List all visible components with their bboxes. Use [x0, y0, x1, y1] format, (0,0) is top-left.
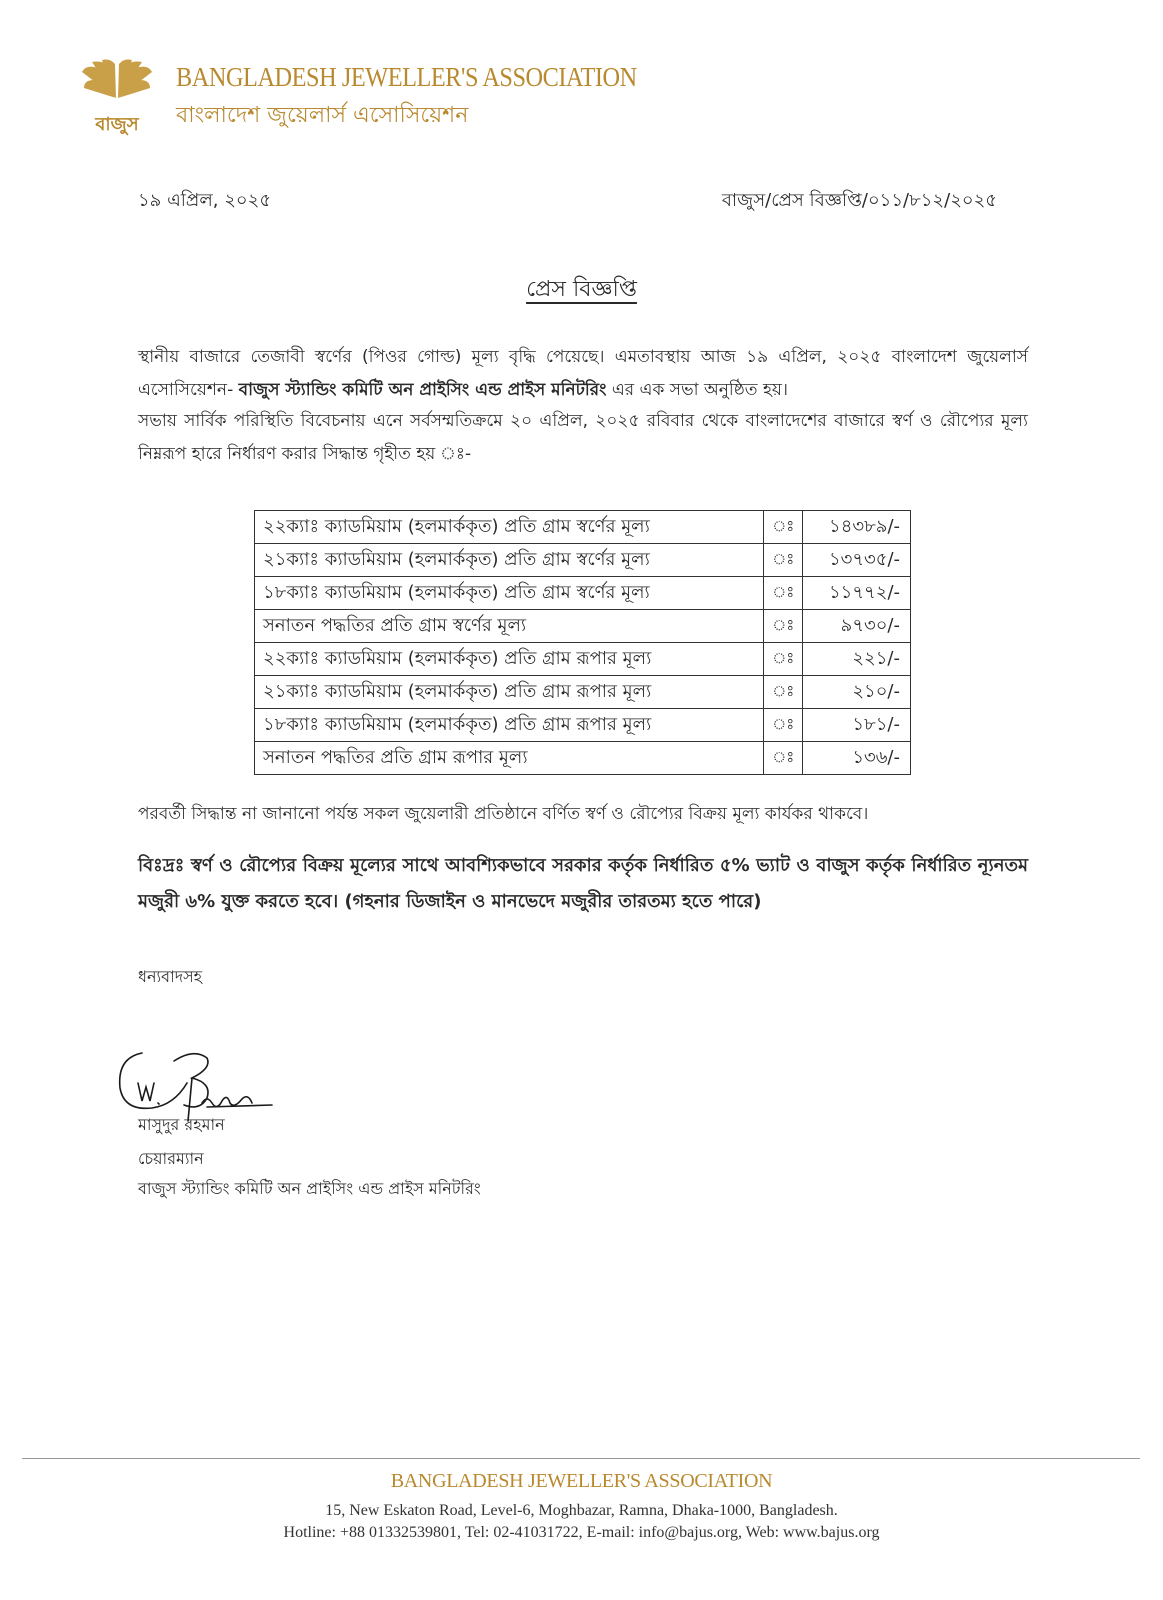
separator-mark: ঃ — [764, 709, 803, 742]
letterhead-name-bn: বাংলাদেশ জুয়েলার্স এসোসিয়েশন — [176, 103, 469, 128]
price-item-label: ২১ক্যাঃ ক্যাডমিয়াম (হলমার্ককৃত) প্রতি গ্রাম স্বর্ণের মূল্য — [255, 544, 764, 577]
price-table — [254, 510, 911, 775]
paragraph-validity: পরবর্তী সিদ্ধান্ত না জানানো পর্যন্ত সকল জুয়েলারী প্রতিষ্ঠানে বর্ণিত স্বর্ণ ও রৌপ্যের বিক্রয় মূল্য কার্যকর থাকবে। — [138, 804, 869, 824]
separator-mark: ঃ — [764, 610, 803, 643]
table-row — [255, 643, 911, 676]
footer-divider — [22, 1458, 1140, 1459]
price-value: ২১০/- — [803, 676, 911, 709]
separator-mark: ঃ — [764, 643, 803, 676]
table-row — [255, 676, 911, 709]
separator-mark: ঃ — [764, 577, 803, 610]
bajus-logo — [80, 58, 154, 136]
reference-number: বাজুস/প্রেস বিজ্ঞপ্তি/০১১/৮১২/২০২৫ — [721, 190, 997, 211]
signatory-title: চেয়ারম্যান — [138, 1149, 204, 1168]
paragraph-intro — [138, 341, 1028, 407]
table-row — [255, 742, 911, 775]
issue-date: ১৯ এপ্রিল, ২০২৫ — [138, 190, 272, 211]
closing-text: ধন্যবাদসহ — [138, 967, 203, 986]
price-value: ৯৭৩০/- — [803, 610, 911, 643]
paragraph-decision: সভায় সার্বিক পরিস্থিতি বিবেচনায় এনে সর্বসম্মতিক্রমে ২০ এপ্রিল, ২০২৫ রবিবার থেকে বাংলাদেশের বাজারে স্বর্ণ ও রৌপ্যের মূল্য নিম্নরূপ হারে নির্ধারণ করার সিদ্ধান্ত গৃহীত হয় ঃ- — [138, 411, 1028, 464]
price-value: ১১৭৭২/- — [803, 577, 911, 610]
notice-note: বিঃদ্রঃ স্বর্ণ ও রৌপ্যের বিক্রয় মূল্যের সাথে আবশ্যিকভাবে সরকার কর্তৃক নির্ধারিত ৫% ভ্যাট ও বাজুস কর্তৃক নির্ধারিত ন্যূনতম মজুরী ৬% যুক্ত করতে হবে। (গহনার ডিজাইন ও মানভেদে মজুরীর তারতম্য হতে পারে) — [138, 855, 1028, 912]
paragraph-intro-text: স্থানীয় বাজারে তেজাবী স্বর্ণের (পিওর গোল্ড) মূল্য বৃদ্ধি পেয়েছে। এমতাবস্থায় আজ ১৯ এপ্রিল, ২০২৫ বাংলাদেশ জুয়েলার্স এসোসিয়েশন- — [138, 347, 1028, 400]
price-item-label: ২২ক্যাঃ ক্যাডমিয়াম (হলমার্ককৃত) প্রতি গ্রাম স্বর্ণের মূল্য — [255, 511, 764, 544]
price-value: ১৩৭৩৫/- — [803, 544, 911, 577]
logo-text: বাজুস — [95, 114, 139, 135]
separator-mark: ঃ — [764, 544, 803, 577]
footer-address: 15, New Eskaton Road, Level-6, Moghbazar, Ramna, Dhaka-1000, Bangladesh. — [325, 1502, 838, 1519]
table-row — [255, 544, 911, 577]
table-row — [255, 577, 911, 610]
separator-mark: ঃ — [764, 742, 803, 775]
separator-mark: ঃ — [764, 676, 803, 709]
letterhead-name-en: BANGLADESH JEWELLER'S ASSOCIATION — [176, 62, 637, 92]
price-item-label: ১৮ক্যাঃ ক্যাডমিয়াম (হলমার্ককৃত) প্রতি গ্রাম স্বর্ণের মূল্য — [255, 577, 764, 610]
price-value: ১৩৬/- — [803, 742, 911, 775]
table-row — [255, 709, 911, 742]
table-row — [255, 610, 911, 643]
price-item-label: ১৮ক্যাঃ ক্যাডমিয়াম (হলমার্ককৃত) প্রতি গ্রাম রূপার মূল্য — [255, 709, 764, 742]
committee-name: বাজুস স্ট্যান্ডিং কমিটি অন প্রাইসিং এন্ড প্রাইস মনিটরিং — [238, 380, 607, 400]
signatory-organization: বাজুস স্ট্যান্ডিং কমিটি অন প্রাইসিং এন্ড প্রাইস মনিটরিং — [138, 1179, 481, 1198]
price-value: ১৪৩৮৯/- — [803, 511, 911, 544]
price-item-label: সনাতন পদ্ধতির প্রতি গ্রাম স্বর্ণের মূল্য — [255, 610, 764, 643]
price-item-label: ২২ক্যাঃ ক্যাডমিয়াম (হলমার্ককৃত) প্রতি গ্রাম রূপার মূল্য — [255, 643, 764, 676]
price-value: ১৮১/- — [803, 709, 911, 742]
paragraph-intro-end: এর এক সভা অনুষ্ঠিত হয়। — [606, 380, 788, 400]
price-item-label: সনাতন পদ্ধতির প্রতি গ্রাম রূপার মূল্য — [255, 742, 764, 775]
table-row — [255, 511, 911, 544]
page-title: প্রেস বিজ্ঞপ্তি — [526, 277, 637, 302]
price-value: ২২১/- — [803, 643, 911, 676]
price-item-label: ২১ক্যাঃ ক্যাডমিয়াম (হলমার্ককৃত) প্রতি গ্রাম রূপার মূল্য — [255, 676, 764, 709]
footer-contact: Hotline: +88 01332539801, Tel: 02-41031722, E-mail: info@bajus.org, Web: www.bajus.org — [283, 1524, 880, 1541]
signatory-name: মাসুদুর রহমান — [138, 1115, 225, 1134]
separator-mark: ঃ — [764, 511, 803, 544]
footer-org-name: BANGLADESH JEWELLER'S ASSOCIATION — [390, 1470, 773, 1492]
